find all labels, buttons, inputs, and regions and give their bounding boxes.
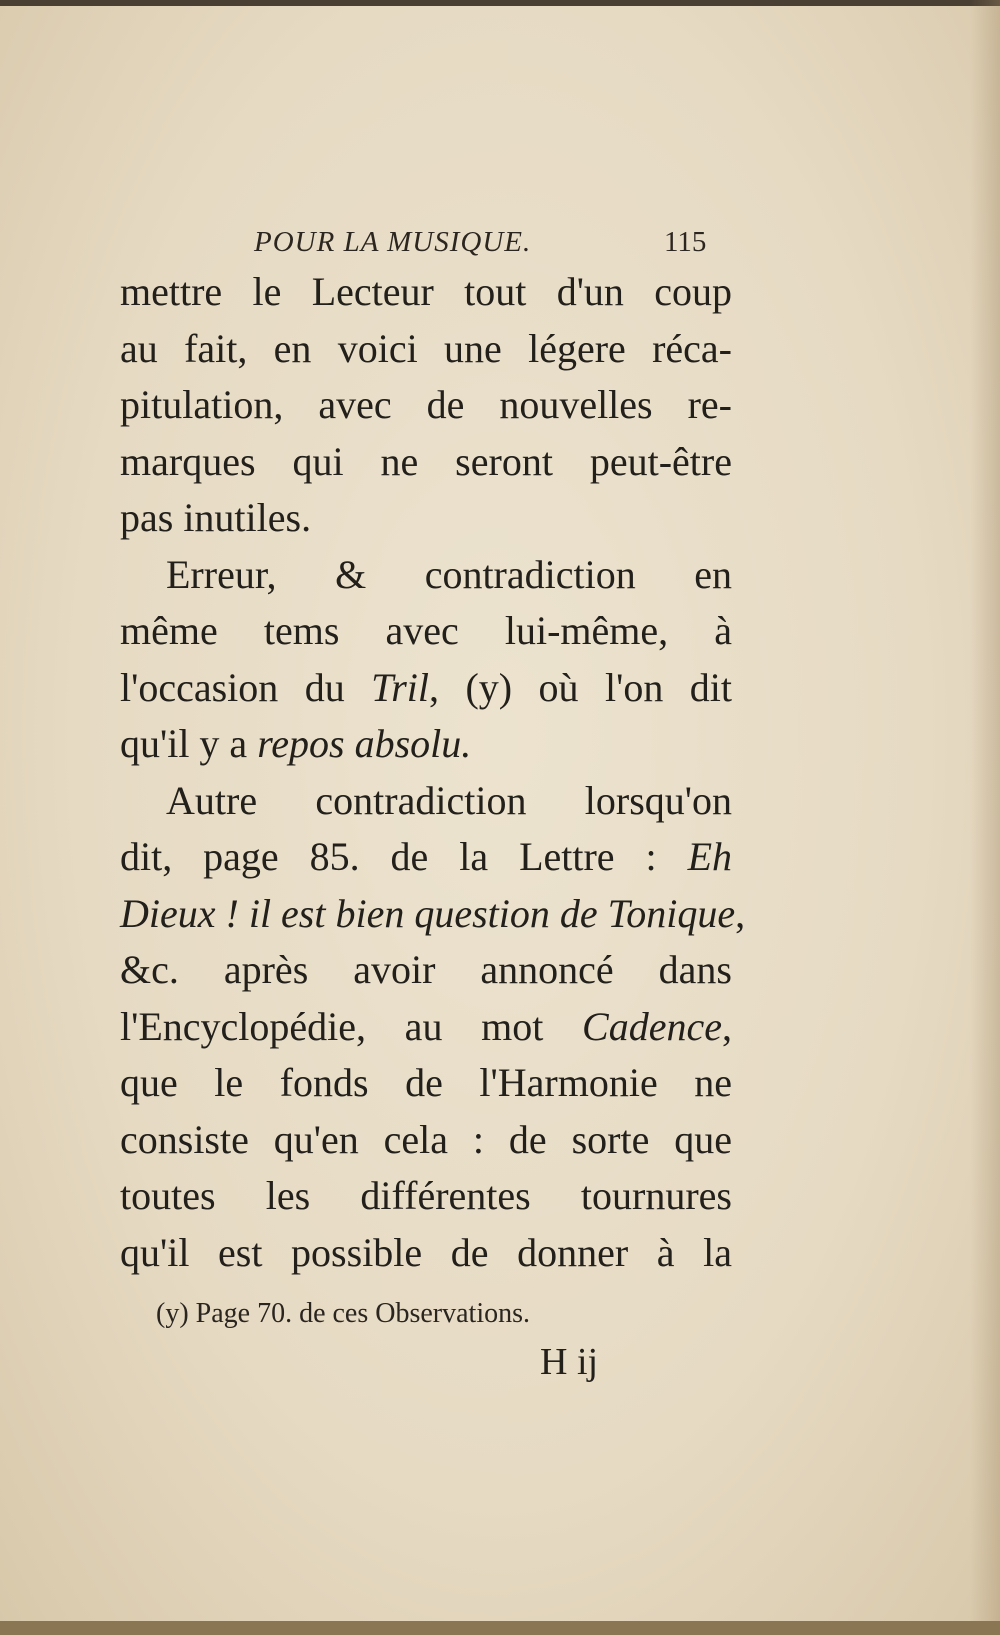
signature-mark: H ij [540, 1341, 599, 1383]
footnote: (y) Page 70. de ces Observations. [156, 1298, 531, 1329]
text-segment: , [735, 890, 746, 936]
italic-quote: Eh [687, 834, 732, 879]
italic-term: repos absolu. [257, 721, 472, 766]
text-line: même tems avec lui-même, à [120, 608, 732, 653]
page-bottom-edge [0, 1621, 1000, 1635]
text-line: Autre contradiction lorsqu'on [166, 777, 732, 823]
text-segment: , (y) où l'on dit [429, 664, 733, 710]
italic-quote: Dieux ! il est bien question de Tonique [120, 890, 736, 936]
italic-term: Cadence [582, 1003, 722, 1049]
text-segment: l'occasion du [120, 664, 372, 710]
text-line [120, 886, 746, 943]
text-line: au fait, en voici une légere réca- [120, 325, 732, 371]
text-segment: dit, page 85. de la Lettre : [120, 834, 688, 879]
italic-term: Tril [371, 664, 430, 710]
text-segment: , [722, 1003, 732, 1049]
page-top-edge [0, 0, 1000, 6]
body-text [120, 264, 746, 1281]
text-line [120, 999, 732, 1056]
text-line: pitulation, avec de nouvelles re- [120, 382, 732, 427]
text-line: toutes les différentes tournures [120, 1173, 732, 1218]
running-head: POUR LA MUSIQUE. [254, 226, 532, 258]
page-gutter-shadow [970, 0, 1000, 1635]
text-line: qu'il est possible de donner à la [120, 1229, 732, 1275]
page-number: 115 [664, 226, 707, 258]
text-line: &c. après avoir annoncé dans [120, 947, 732, 992]
text-line [120, 829, 732, 886]
text-line: consiste qu'en cela : de sorte que [120, 1116, 732, 1162]
text-line: que le fonds de l'Harmonie ne [120, 1060, 732, 1105]
text-segment: qu'il y a [120, 721, 258, 766]
text-segment: l'Encyclopédie, au mot [120, 1003, 583, 1049]
text-line: pas inutiles. [120, 495, 312, 540]
text-line: mettre le Lecteur tout d'un coup [120, 269, 732, 314]
text-line: Erreur, & contradiction en [166, 551, 732, 597]
text-line: marques qui ne seront peut-être [120, 438, 732, 484]
text-line [120, 660, 732, 717]
text-line [120, 716, 732, 773]
